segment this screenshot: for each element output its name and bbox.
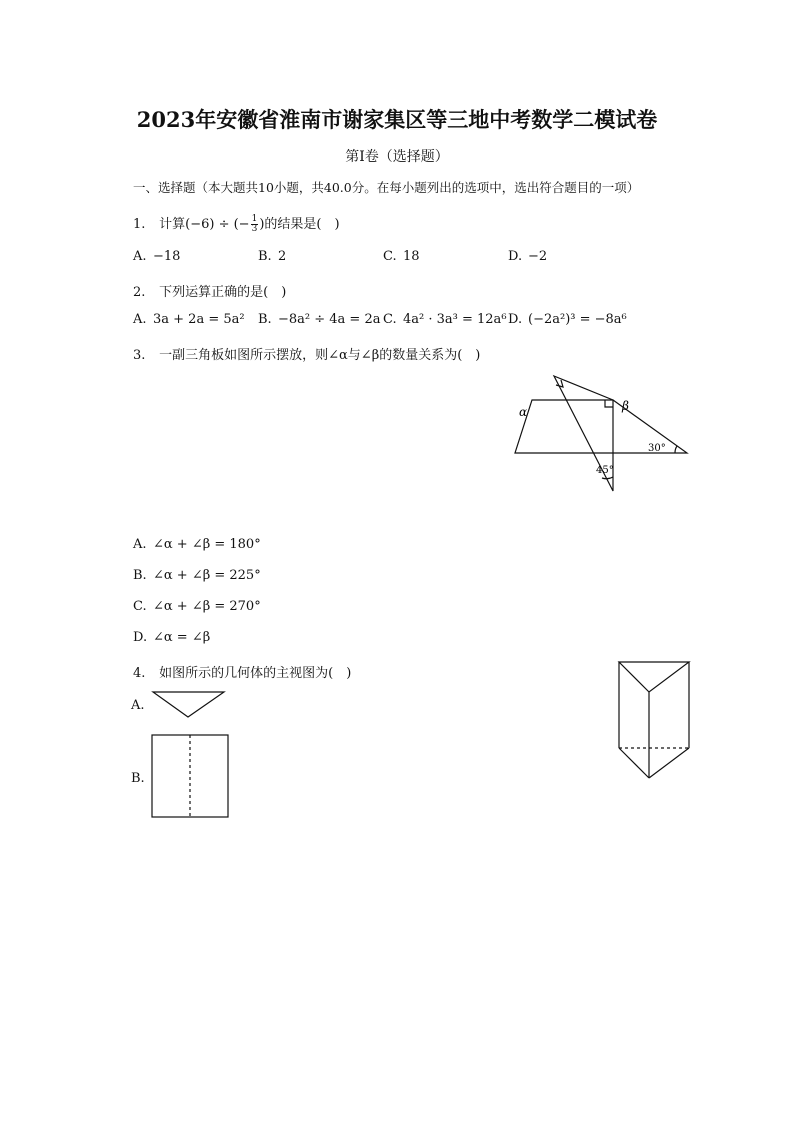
question-2-stem (133, 281, 286, 300)
option-text: 2 (278, 249, 287, 264)
option-text: ∠α + ∠β = 225° (153, 568, 261, 583)
question-text-part: 计算(−6) ÷ (− (159, 217, 250, 232)
option-letter: A. (133, 249, 147, 264)
option-text: 3a + 2a = 5a² (153, 312, 245, 327)
option-text: −2 (528, 249, 548, 264)
triangle-boards-figure (505, 370, 695, 500)
angle-45-label: 45° (596, 465, 614, 476)
option-letter: A. (131, 698, 145, 713)
option-2a[interactable] (133, 312, 245, 327)
angle-30-arc (675, 446, 677, 453)
option-3d[interactable] (133, 630, 210, 645)
option-4b[interactable] (131, 771, 151, 786)
fraction (251, 215, 259, 234)
option-3c[interactable] (133, 599, 261, 614)
question-text: 下列运算正确的是( ) (159, 285, 287, 300)
question-1-stem (133, 213, 340, 234)
option-letter: B. (133, 568, 147, 583)
question-number: 1. (133, 217, 146, 232)
option-text: ∠α + ∠β = 270° (153, 599, 261, 614)
question-number: 2. (133, 285, 146, 300)
option-letter: C. (383, 249, 397, 264)
alpha-label: α (519, 405, 528, 419)
question-number: 4. (133, 666, 146, 681)
question-4-stem (133, 662, 351, 681)
option-2d[interactable] (508, 312, 627, 327)
option-3a[interactable] (133, 537, 261, 552)
option-text: −8a² ÷ 4a = 2a (278, 312, 381, 327)
option-letter: B. (258, 249, 272, 264)
option-letter: D. (508, 249, 523, 264)
option-4a-figure[interactable] (150, 690, 228, 720)
option-4a[interactable] (131, 698, 151, 713)
option-letter: D. (508, 312, 523, 327)
question-text: 一副三角板如图所示摆放，则∠α与∠β的数量关系为( ) (159, 348, 481, 363)
fraction-numerator: 1 (251, 214, 258, 224)
angle-30-label: 30° (648, 443, 666, 454)
option-letter: A. (133, 312, 147, 327)
angle-45-arc (602, 477, 613, 479)
question-text: 如图所示的几何体的主视图为( ) (159, 666, 352, 681)
option-3b[interactable] (133, 568, 261, 583)
option-letter: C. (383, 312, 397, 327)
option-text: 4a² · 3a³ = 12a⁶ (403, 312, 507, 327)
option-1c[interactable] (383, 249, 420, 264)
option-2b[interactable] (258, 312, 380, 327)
option-text: −18 (153, 249, 181, 264)
fraction-denominator: 3 (251, 224, 258, 234)
option-letter: D. (133, 630, 148, 645)
option-text: ∠α = ∠β (153, 630, 211, 645)
option-letter: C. (133, 599, 147, 614)
question-text-part: )的结果是( ) (259, 217, 340, 232)
section-heading: 一、选择题（本大题共10小题，共40.0分。在每小题列出的选项中，选出符合题目的一项） (133, 180, 640, 195)
question-3-stem (133, 344, 480, 363)
option-2c[interactable] (383, 312, 507, 327)
option-letter: B. (131, 771, 145, 786)
option-1d[interactable] (508, 249, 547, 264)
page-title: 2023年安徽省淮南市谢家集区等三地中考数学二模试卷 (136, 107, 658, 132)
right-angle-mark (605, 400, 613, 407)
option-letter: B. (258, 312, 272, 327)
option-letter: A. (133, 537, 147, 552)
question-number: 3. (133, 348, 146, 363)
option-1b[interactable] (258, 249, 286, 264)
volume-title: 第I卷（选择题） (345, 149, 449, 165)
option-4b-figure[interactable] (150, 733, 230, 819)
option-text: (−2a²)³ = −8a⁶ (528, 312, 627, 327)
beta-label: β (622, 399, 629, 413)
triangular-prism-figure (615, 658, 695, 783)
option-1a[interactable] (133, 249, 180, 264)
option-text: ∠α + ∠β = 180° (153, 537, 261, 552)
option-text: 18 (403, 249, 420, 264)
